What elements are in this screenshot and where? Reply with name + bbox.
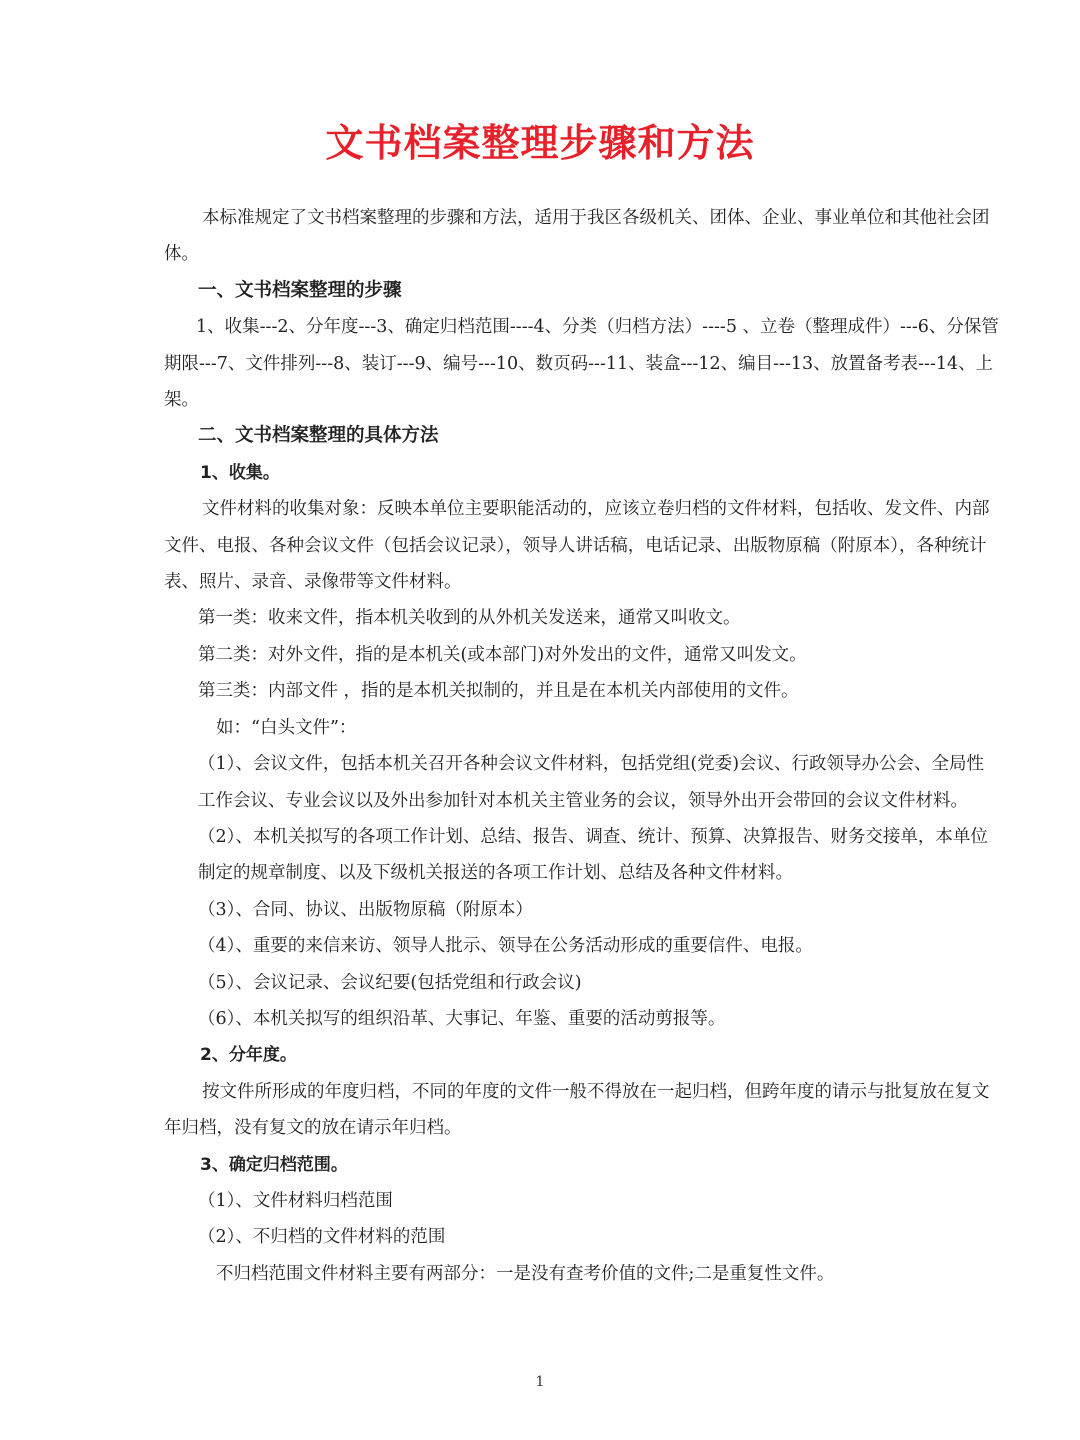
list-item: （5）、会议记录、会议纪要(包括党组和行政会议) — [198, 972, 582, 993]
list-item: （1）、文件材料归档范围 — [198, 1190, 393, 1211]
list-item: （6）、本机关拟写的组织沿革、大事记、年鉴、重要的活动剪报等。 — [198, 1008, 726, 1029]
document-title: 文书档案整理步骤和方法 — [325, 121, 755, 165]
list-item: （2）、不归档的文件材料的范围 — [198, 1227, 446, 1248]
category-line: 第一类：收来文件，指本机关收到的从外机关发送来，通常又叫收文。 — [198, 608, 741, 629]
list-item: （1）、会议文件，包括本机关召开各种会议文件材料，包括党组(党委)会议、行政领导办公会、全局性工作会议、专业会议以及外出参加针对本机关主管业务的会议，领导外出开会带回的会议文件材料。 — [198, 754, 985, 811]
document-body — [164, 200, 1000, 1292]
list-item: （4）、重要的来信来访、领导人批示、领导在公务活动形成的重要信件、电报。 — [198, 936, 813, 957]
year-paragraph: 按文件所形成的年度归档，不同的年度的文件一般不得放在一起归档，但跨年度的请示与批复放在复文年归档，没有复文的放在请示年归档。 — [164, 1081, 990, 1139]
section-heading: 二、文书档案整理的具体方法 — [198, 425, 439, 447]
section-heading: 一、文书档案整理的步骤 — [198, 279, 402, 301]
subsection-heading: 2、分年度。 — [200, 1045, 297, 1066]
example-line: 如：“白头文件”： — [216, 717, 357, 738]
scope-note: 不归档范围文件材料主要有两部分：一是没有查考价值的文件;二是重复性文件。 — [216, 1263, 835, 1284]
category-line: 第二类：对外文件，指的是本机关(或本部门)对外发出的文件，通常又叫发文。 — [198, 644, 807, 665]
list-item: （2）、本机关拟写的各项工作计划、总结、报告、调查、统计、预算、决算报告、财务交接单，本单位制定的规章制度、以及下级机关报送的各项工作计划、总结及各种文件材料。 — [198, 826, 988, 884]
page-number: 1 — [535, 1374, 545, 1390]
intro-paragraph: 本标准规定了文书档案整理的步骤和方法，适用于我区各级机关、团体、企业、事业单位和其他社会团体。 — [164, 208, 990, 265]
list-item: （3）、合同、协议、出版物原稿（附原本） — [198, 899, 533, 920]
category-line: 第三类：内部文件 ，指的是本机关拟制的，并且是在本机关内部使用的文件。 — [198, 681, 799, 702]
collection-paragraph: 文件材料的收集对象：反映本单位主要职能活动的，应该立卷归档的文件材料，包括收、发文件、内部文件、电报、各种会议文件（包括会议记录），领导人讲话稿，电话记录、出版物原稿（附原本），各种统计表、照片、录音、录像带等文件材料。 — [164, 499, 990, 593]
subsection-heading: 1、收集。 — [200, 462, 280, 483]
subsection-heading: 3、确定归档范围。 — [200, 1154, 348, 1175]
steps-paragraph: 1、收集---2、分年度---3、确定归档范围----4、分类（归档方法）----5 、立卷（整理成件）---6、分保管期限---7、文件排列---8、装订---9、编号---10、数页码---11、装盒---12、编目---13、放置备考表---14、上架。 — [164, 317, 999, 411]
